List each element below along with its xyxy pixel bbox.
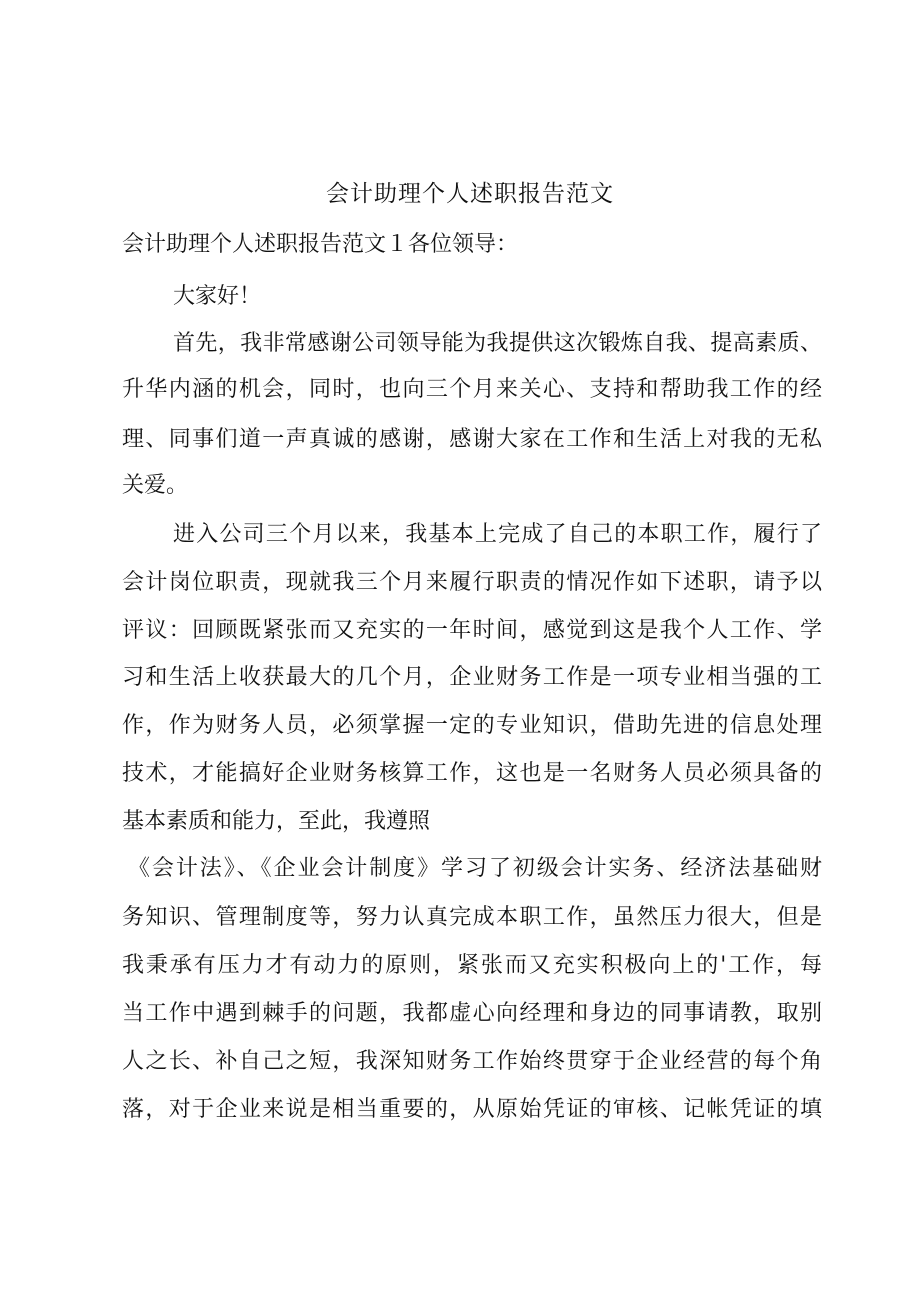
paragraph-line: 《会计法》、《企业会计制度》学习了初级会计实务、经济法基础财 — [128, 856, 822, 881]
paragraph-line: 评议：回顾既紧张而又充实的一年时间，感觉到这是我个人工作、学 — [122, 618, 822, 643]
paragraph-line: 进入公司三个月以来，我基本上完成了自己的本职工作，履行了 — [173, 522, 822, 547]
document-title: 会计助理个人述职报告范文 — [326, 181, 614, 207]
paragraph-line: 落，对于企业来说是相当重要的，从原始凭证的审核、记帐凭证的填 — [122, 1097, 822, 1122]
paragraph-line: 会计岗位职责，现就我三个月来履行职责的情况作如下述职，请予以 — [122, 570, 822, 595]
paragraph-line: 务知识、管理制度等，努力认真完成本职工作，虽然压力很大，但是 — [122, 905, 822, 930]
paragraph-line: 习和生活上收获最大的几个月，企业财务工作是一项专业相当强的工 — [122, 665, 822, 690]
paragraph-line: 首先，我非常感谢公司领导能为我提供这次锻炼自我、提高素质、 — [173, 331, 822, 356]
paragraph-line: 理、同事们道一声真诚的感谢，感谢大家在工作和生活上对我的无私 — [122, 427, 822, 452]
paragraph-line: 会计助理个人述职报告范文１各位领导： — [122, 232, 519, 257]
paragraph-line: 作，作为财务人员，必须掌握一定的专业知识，借助先进的信息处理 — [122, 713, 822, 738]
paragraph-line: 人之长、补自己之短，我深知财务工作始终贯穿于企业经营的每个角 — [122, 1049, 822, 1074]
paragraph-line: 升华内涵的机会，同时，也向三个月来关心、支持和帮助我工作的经 — [122, 377, 822, 402]
paragraph-line: 关爱。 — [122, 473, 189, 498]
paragraph-line: 大家好！ — [173, 284, 262, 309]
paragraph-line: 基本素质和能力，至此，我遵照 — [122, 809, 431, 834]
paragraph-line: 当工作中遇到棘手的问题，我都虚心向经理和身边的同事请教，取别 — [122, 1001, 822, 1026]
paragraph-line: 技术，才能搞好企业财务核算工作，这也是一名财务人员必须具备的 — [122, 761, 822, 786]
paragraph-line: 我秉承有压力才有动力的原则，紧张而又充实积极向上的'工作，每 — [122, 953, 822, 978]
